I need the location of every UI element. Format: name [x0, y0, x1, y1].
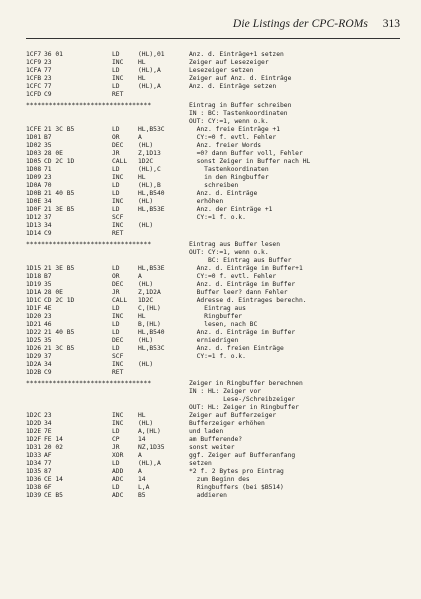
- opcode-bytes: C9: [44, 91, 52, 98]
- opcode-bytes: 23: [44, 174, 52, 181]
- mnemonic: LD: [112, 329, 120, 336]
- comment: setzen: [189, 460, 212, 467]
- comment: Zeiger auf Anz. d. Einträge: [189, 75, 292, 82]
- opcode-bytes: 77: [44, 460, 52, 467]
- comment: ggf. Zeiger auf Bufferanfang: [189, 452, 296, 459]
- code-line: [26, 361, 406, 369]
- mnemonic: JR: [112, 289, 120, 296]
- address: 1D2F: [26, 436, 42, 443]
- operand: (HL): [138, 142, 154, 149]
- operand: B5: [138, 492, 146, 499]
- opcode-bytes: CD 2C 1D: [44, 297, 75, 304]
- comment: Anz. freier Words: [189, 142, 262, 149]
- mnemonic: CALL: [112, 158, 128, 165]
- mnemonic: LD: [112, 51, 120, 58]
- opcode-bytes: 36 01: [44, 51, 63, 58]
- operand: HL,B53E: [138, 265, 165, 272]
- code-line: [26, 452, 406, 460]
- comment: Anz. d. Einträge im Buffer: [189, 281, 296, 288]
- code-line: [26, 436, 406, 444]
- address: 1D2C: [26, 412, 42, 419]
- address: 1D12: [26, 214, 42, 221]
- opcode-bytes: 21 40 B5: [44, 329, 75, 336]
- mnemonic: RET: [112, 230, 124, 237]
- comment: lesen, nach BC: [189, 321, 258, 328]
- operand: A: [138, 273, 142, 280]
- routine-title: Zeiger in Ringbuffer berechnen: [189, 380, 303, 387]
- opcode-bytes: CD 2C 1D: [44, 158, 75, 165]
- comment: *2 f. 2 Bytes pro Eintrag: [189, 468, 284, 475]
- operand: (HL): [138, 222, 154, 229]
- opcode-bytes: 46: [44, 321, 52, 328]
- code-line: [26, 190, 406, 198]
- mnemonic: ADD: [112, 468, 124, 475]
- operand: (HL),01: [138, 51, 165, 58]
- operand: HL,B540: [138, 190, 165, 197]
- address: 1D14: [26, 230, 42, 237]
- mnemonic: INC: [112, 361, 124, 368]
- operand: (HL),A: [138, 67, 161, 74]
- routine-io-note: OUT: HL: Zeiger in Ringbuffer: [189, 404, 299, 411]
- operand: A: [138, 452, 142, 459]
- opcode-bytes: 6F: [44, 484, 52, 491]
- mnemonic: CP: [112, 436, 120, 443]
- operand: HL: [138, 59, 146, 66]
- code-line: [26, 305, 406, 313]
- opcode-bytes: C9: [44, 369, 52, 376]
- comment: Buffer leer? dann Fehler: [189, 289, 288, 296]
- mnemonic: LD: [112, 166, 120, 173]
- opcode-bytes: 70: [44, 182, 52, 189]
- running-title: Die Listings der CPC-ROMs: [232, 18, 368, 30]
- opcode-bytes: 28 0E: [44, 289, 63, 296]
- opcode-bytes: 37: [44, 214, 52, 221]
- code-line: [26, 59, 406, 67]
- comment: CY:=0 f. evtl. Fehler: [189, 134, 277, 141]
- address: 1D39: [26, 492, 42, 499]
- mnemonic: ADC: [112, 492, 124, 499]
- address: 1D26: [26, 345, 42, 352]
- code-line: [26, 297, 406, 305]
- operand: B,(HL): [138, 321, 161, 328]
- address: 1D0F: [26, 206, 42, 213]
- mnemonic: LD: [112, 67, 120, 74]
- mnemonic: LD: [112, 428, 120, 435]
- operand: (HL),B: [138, 182, 161, 189]
- opcode-bytes: B7: [44, 134, 52, 141]
- opcode-bytes: 37: [44, 353, 52, 360]
- code-line: [26, 75, 406, 83]
- opcode-bytes: C9: [44, 230, 52, 237]
- comment: CY:=1 f. o.k.: [189, 353, 246, 360]
- comment: Tastenkoordinaten: [189, 166, 269, 173]
- address: 1D2E: [26, 428, 42, 435]
- mnemonic: LD: [112, 345, 120, 352]
- mnemonic: OR: [112, 273, 120, 280]
- comment: CY:=0 f. evtl. Fehler: [189, 273, 277, 280]
- address: 1D0E: [26, 198, 42, 205]
- code-line: [26, 428, 406, 436]
- code-line: [26, 329, 406, 337]
- code-line: [26, 230, 406, 238]
- assembly-listing: [26, 51, 406, 500]
- mnemonic: INC: [112, 75, 124, 82]
- operand: HL,B540: [138, 329, 165, 336]
- code-line: [26, 345, 406, 353]
- comment: CY:=1 f. o.k.: [189, 214, 246, 221]
- comment: Zeiger auf Bufferzeiger: [189, 412, 277, 419]
- opcode-bytes: AF: [44, 452, 52, 459]
- routine-io-note: Lese-/Schreibzeiger: [189, 396, 296, 403]
- mnemonic: INC: [112, 313, 124, 320]
- operand: 1D2C: [138, 297, 154, 304]
- operand: HL,B53C: [138, 126, 165, 133]
- operand: (HL),A: [138, 460, 161, 467]
- address: 1D2D: [26, 420, 42, 427]
- opcode-bytes: 35: [44, 281, 52, 288]
- operand: 1D2C: [138, 158, 154, 165]
- address: 1D01: [26, 134, 42, 141]
- mnemonic: LD: [112, 126, 120, 133]
- code-line: [26, 420, 406, 428]
- comment: erniedrigen: [189, 337, 239, 344]
- comment: Adresse d. Eintrages berechn.: [189, 297, 307, 304]
- address: 1D02: [26, 142, 42, 149]
- routine-io-row: [26, 404, 406, 412]
- code-line: [26, 444, 406, 452]
- routine-io-row: [26, 388, 406, 396]
- comment: sonst Zeiger in Buffer nach HL: [189, 158, 311, 165]
- operand: Z,1D2A: [138, 289, 161, 296]
- opcode-bytes: 4E: [44, 305, 52, 312]
- routine-io-row: [26, 396, 406, 404]
- opcode-bytes: 21 3E B5: [44, 265, 75, 272]
- code-line: [26, 468, 406, 476]
- opcode-bytes: 35: [44, 337, 52, 344]
- mnemonic: XOR: [112, 452, 124, 459]
- comment: Lesezeiger setzen: [189, 67, 254, 74]
- operand: (HL): [138, 337, 154, 344]
- code-line: [26, 460, 406, 468]
- comment: Ringbuffers (bei $B514): [189, 484, 284, 491]
- mnemonic: INC: [112, 59, 124, 66]
- address: 1D03: [26, 150, 42, 157]
- routine-title: Eintrag aus Buffer lesen: [189, 241, 280, 248]
- mnemonic: CALL: [112, 297, 128, 304]
- code-line: [26, 83, 406, 91]
- routine-header-row: [26, 102, 406, 110]
- address: 1D36: [26, 476, 42, 483]
- address: 1D18: [26, 273, 42, 280]
- code-line: [26, 476, 406, 484]
- operand: L,A: [138, 484, 150, 491]
- address: 1CFB: [26, 75, 42, 82]
- mnemonic: DEC: [112, 142, 124, 149]
- code-line: [26, 222, 406, 230]
- code-line: [26, 134, 406, 142]
- code-line: [26, 265, 406, 273]
- comment: am Bufferende?: [189, 436, 243, 443]
- opcode-bytes: 23: [44, 75, 52, 82]
- opcode-bytes: 21 3C B5: [44, 345, 75, 352]
- address: 1D29: [26, 353, 42, 360]
- operand: HL: [138, 174, 146, 181]
- page-number: 313: [382, 18, 400, 30]
- mnemonic: INC: [112, 198, 124, 205]
- routine-io-note: OUT: CY:=1, wenn o.k.: [189, 118, 269, 125]
- mnemonic: INC: [112, 174, 124, 181]
- opcode-bytes: 77: [44, 67, 52, 74]
- operand: HL: [138, 313, 146, 320]
- operand: (HL),C: [138, 166, 161, 173]
- code-line: [26, 313, 406, 321]
- routine-io-row: [26, 257, 406, 265]
- code-line: [26, 484, 406, 492]
- opcode-bytes: 34: [44, 198, 52, 205]
- comment: zum Beginn des: [189, 476, 250, 483]
- address: 1D1A: [26, 289, 42, 296]
- comment: Anz. der Einträge +1: [189, 206, 273, 213]
- address: 1D2A: [26, 361, 42, 368]
- mnemonic: INC: [112, 222, 124, 229]
- code-line: [26, 281, 406, 289]
- mnemonic: OR: [112, 134, 120, 141]
- mnemonic: LD: [112, 83, 120, 90]
- address: 1CF9: [26, 59, 42, 66]
- opcode-bytes: 21 40 B5: [44, 190, 75, 197]
- opcode-bytes: FE 14: [44, 436, 63, 443]
- mnemonic: ADC: [112, 476, 124, 483]
- routine-io-note: BC: Eintrag aus Buffer: [189, 257, 292, 264]
- mnemonic: DEC: [112, 281, 124, 288]
- comment: Anz. d. Einträge setzen: [189, 83, 277, 90]
- routine-io-note: IN : BC: Tastenkoordinaten: [189, 110, 288, 117]
- code-line: [26, 369, 406, 377]
- opcode-bytes: 34: [44, 420, 52, 427]
- opcode-bytes: 77: [44, 83, 52, 90]
- opcode-bytes: 20 02: [44, 444, 63, 451]
- address: 1D21: [26, 321, 42, 328]
- address: 1D1F: [26, 305, 42, 312]
- mnemonic: LD: [112, 305, 120, 312]
- routine-io-note: OUT: CY:=1, wenn o.k.: [189, 249, 269, 256]
- opcode-bytes: 23: [44, 59, 52, 66]
- opcode-bytes: 35: [44, 142, 52, 149]
- code-line: [26, 126, 406, 134]
- comment: Anz. freie Einträge +1: [189, 126, 280, 133]
- code-line: [26, 337, 406, 345]
- comment: erhöhen: [189, 198, 224, 205]
- code-line: [26, 51, 406, 59]
- comment: schreiben: [189, 182, 239, 189]
- mnemonic: JR: [112, 150, 120, 157]
- operand: 14: [138, 476, 146, 483]
- opcode-bytes: 23: [44, 412, 52, 419]
- operand: A: [138, 468, 142, 475]
- mnemonic: LD: [112, 182, 120, 189]
- comment: Zeiger auf Lesezeiger: [189, 59, 269, 66]
- mnemonic: DEC: [112, 337, 124, 344]
- comment: Ringbuffer: [189, 313, 243, 320]
- operand: (HL): [138, 198, 154, 205]
- operand: (HL): [138, 281, 154, 288]
- comment: Anz. d. Einträge: [189, 190, 258, 197]
- address: 1D0A: [26, 182, 42, 189]
- operand: HL,B53C: [138, 345, 165, 352]
- comment: und laden: [189, 428, 224, 435]
- code-line: [26, 158, 406, 166]
- address: 1CF7: [26, 51, 42, 58]
- address: 1D0B: [26, 190, 42, 197]
- separator-stars: *********************************: [26, 380, 152, 387]
- code-line: [26, 91, 406, 99]
- operand: C,(HL): [138, 305, 161, 312]
- address: 1D08: [26, 166, 42, 173]
- code-line: [26, 150, 406, 158]
- code-line: [26, 166, 406, 174]
- opcode-bytes: 21 3C B5: [44, 126, 75, 133]
- address: 1D15: [26, 265, 42, 272]
- code-line: [26, 142, 406, 150]
- comment: in den Ringbuffer: [189, 174, 269, 181]
- address: 1D34: [26, 460, 42, 467]
- address: 1D38: [26, 484, 42, 491]
- code-line: [26, 214, 406, 222]
- routine-header-row: [26, 241, 406, 249]
- comment: Anz. d. Einträge+1 setzen: [189, 51, 284, 58]
- code-line: [26, 289, 406, 297]
- comment: Anz. d. freien Einträge: [189, 345, 284, 352]
- separator-stars: *********************************: [26, 241, 152, 248]
- opcode-bytes: CE B5: [44, 492, 63, 499]
- routine-header-row: [26, 380, 406, 388]
- address: 1D19: [26, 281, 42, 288]
- operand: (HL): [138, 361, 154, 368]
- comment: Anz. d. Einträge im Buffer+1: [189, 265, 303, 272]
- code-line: [26, 67, 406, 75]
- mnemonic: SCF: [112, 214, 124, 221]
- mnemonic: INC: [112, 420, 124, 427]
- address: 1D05: [26, 158, 42, 165]
- code-line: [26, 182, 406, 190]
- comment: sonst weiter: [189, 444, 235, 451]
- operand: HL,B53E: [138, 206, 165, 213]
- address: 1D25: [26, 337, 42, 344]
- page-header: [26, 10, 400, 39]
- mnemonic: RET: [112, 369, 124, 376]
- opcode-bytes: B7: [44, 273, 52, 280]
- opcode-bytes: 28 0E: [44, 150, 63, 157]
- opcode-bytes: 21 3E B5: [44, 206, 75, 213]
- address: 1D13: [26, 222, 42, 229]
- code-line: [26, 206, 406, 214]
- comment: Anz. d. Einträge im Buffer: [189, 329, 296, 336]
- address: 1D20: [26, 313, 42, 320]
- code-line: [26, 198, 406, 206]
- comment: addieren: [189, 492, 227, 499]
- mnemonic: JR: [112, 444, 120, 451]
- opcode-bytes: 23: [44, 313, 52, 320]
- mnemonic: INC: [112, 412, 124, 419]
- address: 1CFC: [26, 83, 42, 90]
- routine-io-row: [26, 110, 406, 118]
- mnemonic: SCF: [112, 353, 124, 360]
- address: 1CFA: [26, 67, 42, 74]
- code-line: [26, 321, 406, 329]
- code-line: [26, 353, 406, 361]
- address: 1D2B: [26, 369, 42, 376]
- mnemonic: LD: [112, 190, 120, 197]
- code-line: [26, 412, 406, 420]
- code-line: [26, 174, 406, 182]
- opcode-bytes: CE 14: [44, 476, 63, 483]
- operand: A,(HL): [138, 428, 161, 435]
- routine-title: Eintrag in Buffer schreiben: [189, 102, 292, 109]
- opcode-bytes: 71: [44, 166, 52, 173]
- address: 1CFD: [26, 91, 42, 98]
- address: 1D35: [26, 468, 42, 475]
- mnemonic: LD: [112, 206, 120, 213]
- opcode-bytes: 34: [44, 361, 52, 368]
- mnemonic: LD: [112, 321, 120, 328]
- opcode-bytes: 87: [44, 468, 52, 475]
- opcode-bytes: 34: [44, 222, 52, 229]
- address: 1CFE: [26, 126, 42, 133]
- comment: Bufferzeiger erhöhen: [189, 420, 265, 427]
- comment: =0? dann Buffer voll, Fehler: [189, 150, 303, 157]
- code-line: [26, 273, 406, 281]
- operand: NZ,1D35: [138, 444, 165, 451]
- address: 1D31: [26, 444, 42, 451]
- address: 1D33: [26, 452, 42, 459]
- routine-io-note: IN : HL: Zeiger vor: [189, 388, 262, 395]
- operand: HL: [138, 75, 146, 82]
- comment: Eintrag aus: [189, 305, 246, 312]
- opcode-bytes: 7E: [44, 428, 52, 435]
- mnemonic: LD: [112, 460, 120, 467]
- operand: Z,1D13: [138, 150, 161, 157]
- address: 1D1C: [26, 297, 42, 304]
- address: 1D09: [26, 174, 42, 181]
- address: 1D22: [26, 329, 42, 336]
- operand: (HL),A: [138, 83, 161, 90]
- mnemonic: RET: [112, 91, 124, 98]
- operand: HL: [138, 412, 146, 419]
- separator-stars: *********************************: [26, 102, 152, 109]
- operand: 14: [138, 436, 146, 443]
- mnemonic: LD: [112, 484, 120, 491]
- operand: (HL): [138, 420, 154, 427]
- routine-io-row: [26, 249, 406, 257]
- routine-io-row: [26, 118, 406, 126]
- operand: A: [138, 134, 142, 141]
- mnemonic: LD: [112, 265, 120, 272]
- code-line: [26, 492, 406, 500]
